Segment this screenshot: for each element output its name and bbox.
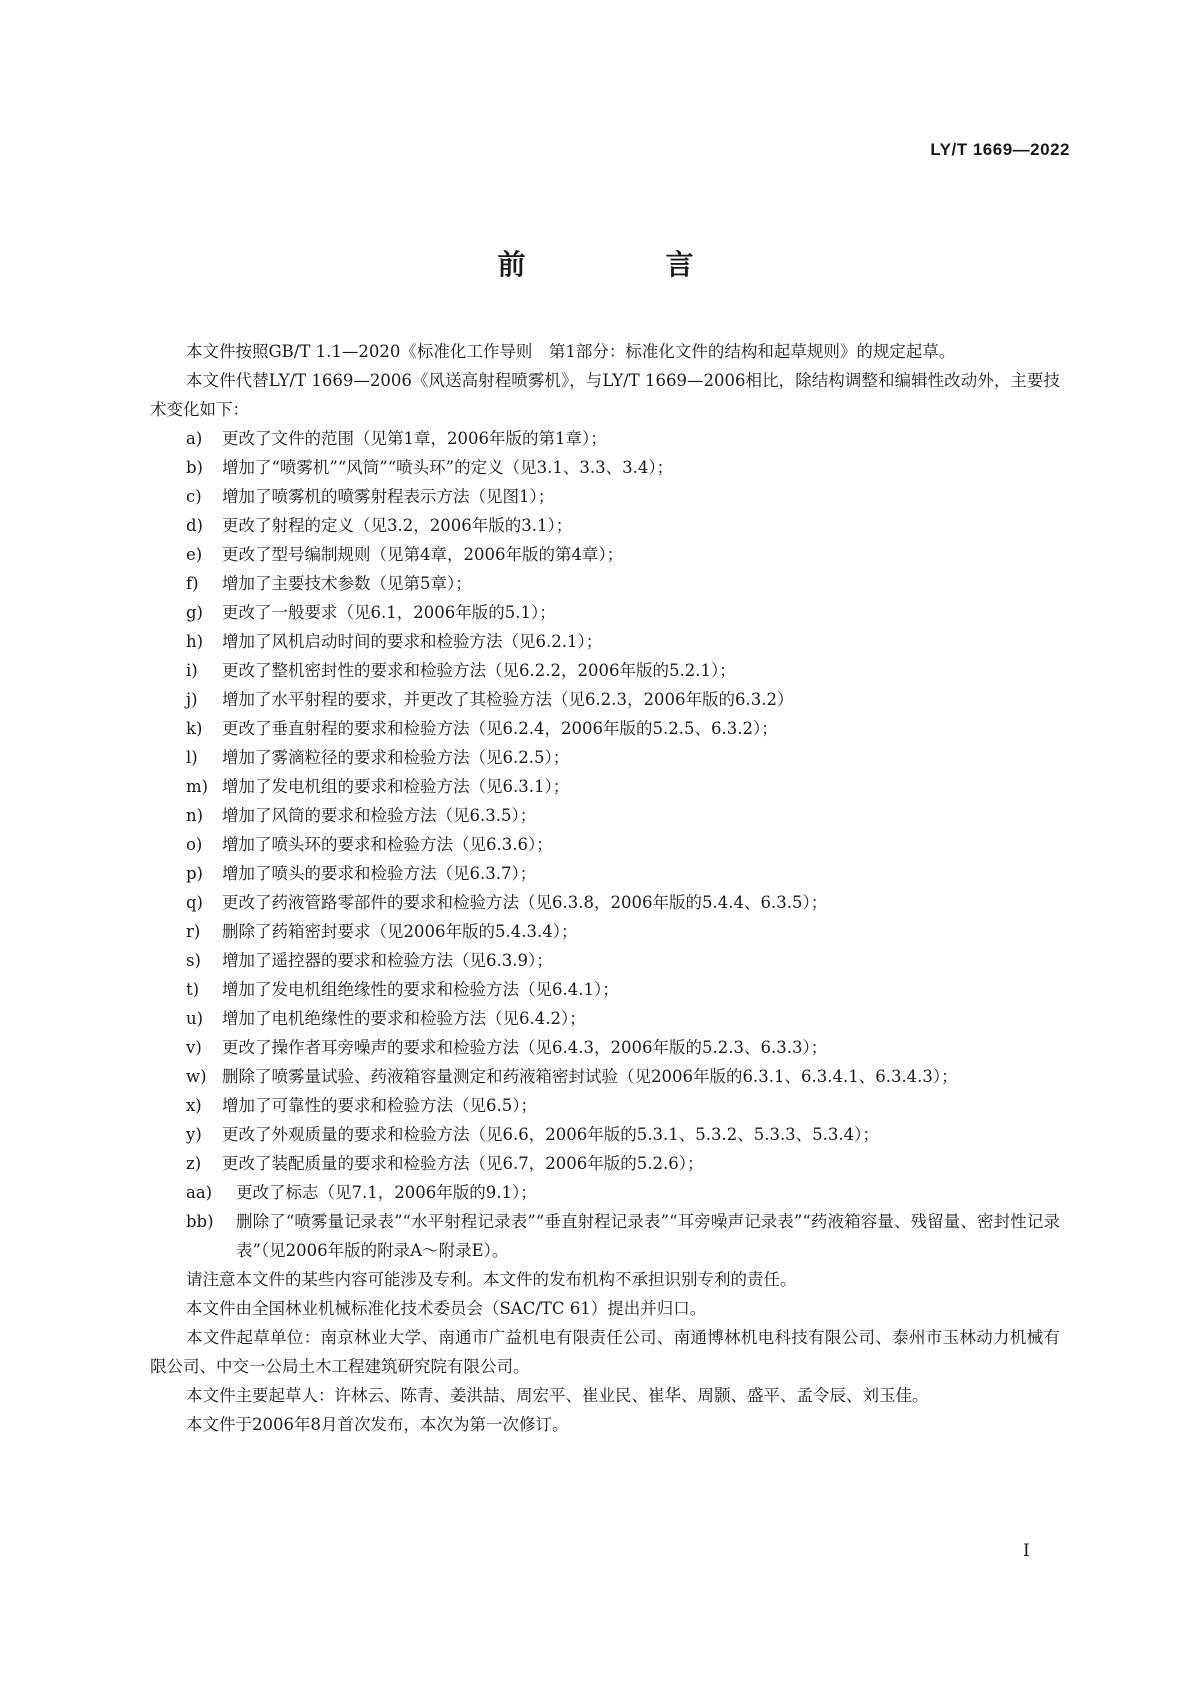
list-item: [150, 917, 1060, 946]
list-item-label: s): [186, 951, 201, 970]
list-item-text: 更改了一般要求（见6.1，2006年版的5.1）；: [222, 603, 556, 622]
list-item: [150, 627, 1060, 656]
changes-list: [150, 424, 1060, 1265]
list-item-text: 增加了可靠性的要求和检验方法（见6.5）；: [222, 1096, 537, 1115]
list-item-text: 增加了发电机组绝缘性的要求和检验方法（见6.4.1）；: [222, 980, 619, 999]
paragraph: 请注意本文件的某些内容可能涉及专利。本文件的发布机构不承担识别专利的责任。: [186, 1270, 797, 1289]
list-item-label: j): [186, 690, 198, 709]
list-item: [150, 656, 1060, 685]
paragraph: 本文件代替LY/T 1669—2006《风送高射程喷雾机》，与LY/T 1669—2006相比，除结构调整和编辑性改动外，主要技术变化如下：: [150, 371, 1060, 419]
list-item: [150, 1091, 1060, 1120]
list-item-label: d): [186, 516, 203, 535]
list-item-label: p): [186, 864, 203, 883]
list-item: [150, 1149, 1060, 1178]
list-item: [150, 888, 1060, 917]
list-item: [150, 1120, 1060, 1149]
list-item-label: z): [186, 1154, 202, 1173]
list-item-text: 更改了垂直射程的要求和检验方法（见6.2.4，2006年版的5.2.5、6.3.2）；: [222, 719, 778, 738]
list-item-label: o): [186, 835, 203, 854]
list-item-text: 删除了喷雾量试验、药液箱容量测定和药液箱密封试验（见2006年版的6.3.1、6.3.4.1、6.3.4.3）；: [222, 1067, 958, 1086]
list-item: [150, 1207, 1060, 1265]
page-title: 前 言: [497, 248, 750, 281]
list-item-label: g): [186, 603, 203, 622]
list-item-text: 增加了喷头环的要求和检验方法（见6.3.6）；: [222, 835, 553, 854]
list-item: [150, 540, 1060, 569]
foreword-body: [150, 337, 1060, 1439]
list-item-text: 增加了雾滴粒径的要求和检验方法（见6.2.5）；: [222, 748, 570, 767]
list-item-label: t): [186, 980, 200, 999]
list-item-label: f): [186, 574, 199, 593]
list-item: [150, 946, 1060, 975]
list-item-text: 更改了操作者耳旁噪声的要求和检验方法（见6.4.3，2006年版的5.2.3、6.3.3）；: [222, 1038, 828, 1057]
list-item: [150, 772, 1060, 801]
list-item-text: 更改了型号编制规则（见第4章，2006年版的第4章）；: [222, 545, 624, 564]
list-item-label: l): [186, 748, 198, 767]
list-item: [150, 424, 1060, 453]
list-item-text: 更改了装配质量的要求和检验方法（见6.7，2006年版的5.2.6）；: [222, 1154, 704, 1173]
list-item-text: 增加了遥控器的要求和检验方法（见6.3.9）；: [222, 951, 553, 970]
list-item-text: 更改了整机密封性的要求和检验方法（见6.2.2，2006年版的5.2.1）；: [222, 661, 736, 680]
list-item-text: 更改了标志（见7.1，2006年版的9.1）；: [236, 1183, 537, 1202]
list-item-label: u): [186, 1009, 204, 1028]
list-item-text: 增加了风机启动时间的要求和检验方法（见6.2.1）；: [222, 632, 603, 651]
list-item: [150, 975, 1060, 1004]
list-item-text: 更改了外观质量的要求和检验方法（见6.6，2006年版的5.3.1、5.3.2、5.3.3、5.3.4）；: [222, 1125, 879, 1144]
list-item-text: 更改了射程的定义（见3.2，2006年版的3.1）；: [222, 516, 573, 535]
list-item: [150, 685, 1060, 714]
list-item-label: q): [186, 893, 203, 912]
standard-code: LY/T 1669—2022: [930, 140, 1070, 159]
list-item-text: 增加了水平射程的要求，并更改了其检验方法（见6.2.3，2006年版的6.3.2）: [222, 690, 794, 709]
list-item-label: x): [186, 1096, 202, 1115]
list-item-label: e): [186, 545, 203, 564]
list-item-text: 增加了喷雾机的喷雾射程表示方法（见图1）；: [222, 487, 555, 506]
list-item: [150, 569, 1060, 598]
list-item-label: k): [186, 719, 203, 738]
paragraph: 本文件于2006年8月首次发布，本次为第一次修订。: [186, 1415, 569, 1434]
paragraph: 本文件由全国林业机械标准化技术委员会（SAC/TC 61）提出并归口。: [186, 1299, 707, 1318]
list-item: [150, 801, 1060, 830]
list-item-text: 增加了电机绝缘性的要求和检验方法（见6.4.2）；: [222, 1009, 586, 1028]
list-item: [150, 859, 1060, 888]
list-item-label: r): [186, 922, 201, 941]
list-item: [150, 511, 1060, 540]
list-item-text: 增加了“喷雾机”“风筒”“喷头环”的定义（见3.1、3.3、3.4）；: [222, 458, 674, 477]
page-number: I: [1023, 1541, 1030, 1561]
list-item-text: 删除了“喷雾量记录表”“水平射程记录表”“垂直射程记录表”“耳旁噪声记录表”“药液箱容量、残留量、密封性记录表”（见2006年版的附录A～附录E）。: [236, 1212, 1060, 1260]
list-item-label: c): [186, 487, 202, 506]
list-item: [150, 1004, 1060, 1033]
list-item-text: 更改了药液管路零部件的要求和检验方法（见6.3.8，2006年版的5.4.4、6.3.5）；: [222, 893, 828, 912]
paragraph: 本文件起草单位：南京林业大学、南通市广益机电有限责任公司、南通博林机电科技有限公司、泰州市玉林动力机械有限公司、中交一公局土木工程建筑研究院有限公司。: [150, 1328, 1060, 1376]
list-item-text: 增加了风筒的要求和检验方法（见6.3.5）；: [222, 806, 537, 825]
list-item-label: y): [186, 1125, 202, 1144]
list-item: [150, 1062, 1060, 1091]
list-item: [150, 453, 1060, 482]
list-item-label: h): [186, 632, 204, 651]
list-item-label: b): [186, 458, 203, 477]
list-item: [150, 482, 1060, 511]
list-item-text: 增加了主要技术参数（见第5章）；: [222, 574, 472, 593]
list-item: [150, 714, 1060, 743]
list-item-text: 增加了发电机组的要求和检验方法（见6.3.1）；: [222, 777, 570, 796]
list-item-label: i): [186, 661, 198, 680]
list-item: [150, 1178, 1060, 1207]
list-item: [150, 598, 1060, 627]
list-item-text: 更改了文件的范围（见第1章，2006年版的第1章）；: [222, 429, 607, 448]
list-item: [150, 743, 1060, 772]
list-item-label: n): [186, 806, 204, 825]
list-item-label: aa): [186, 1183, 213, 1202]
list-item-label: bb): [186, 1212, 214, 1231]
list-item-label: a): [186, 429, 203, 448]
paragraph: 本文件主要起草人：许林云、陈青、姜洪喆、周宏平、崔业民、崔华、周颢、盛平、孟令辰、刘玉佳。: [186, 1386, 929, 1405]
list-item: [150, 830, 1060, 859]
list-item-text: 增加了喷头的要求和检验方法（见6.3.7）；: [222, 864, 537, 883]
list-item: [150, 1033, 1060, 1062]
list-item-label: w): [186, 1067, 207, 1086]
list-item-label: m): [186, 777, 209, 796]
paragraph: 本文件按照GB/T 1.1—2020《标准化工作导则 第1部分：标准化文件的结构和起草规则》的规定起草。: [186, 342, 956, 361]
list-item-label: v): [186, 1038, 202, 1057]
list-item-text: 删除了药箱密封要求（见2006年版的5.4.3.4）；: [222, 922, 578, 941]
